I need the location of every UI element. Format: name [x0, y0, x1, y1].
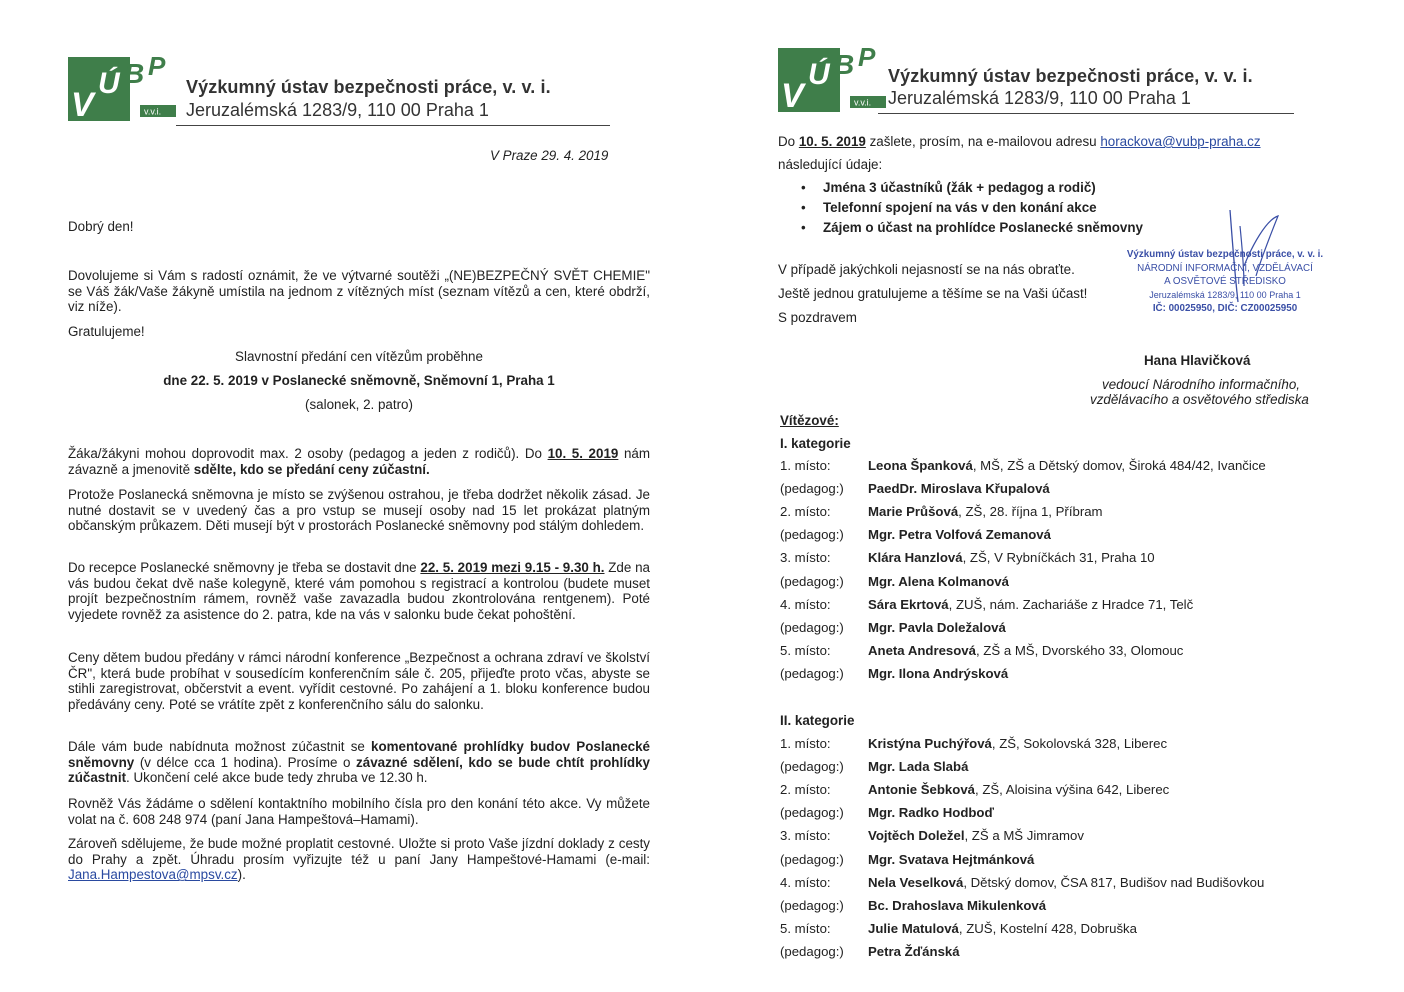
winner-entry	[868, 898, 1046, 913]
winner-school: , ZŠ a MŠ Jimramov	[964, 828, 1084, 844]
winner-place: (pedagog:)	[780, 897, 844, 913]
winner-entry	[868, 875, 1264, 890]
winner-place: 2. místo:	[780, 504, 831, 520]
winner-name: Vojtěch Doležel	[868, 828, 965, 844]
winner-school: , ZŠ, 28. října 1, Příbram	[958, 504, 1103, 520]
escort-bold: sdělte, kdo se předání ceny zúčastní.	[193, 461, 430, 477]
winner-entry	[868, 504, 1103, 519]
winner-entry	[868, 852, 1034, 867]
winner-name: Mgr. Radko Hodboď	[868, 805, 994, 821]
send-instruction	[778, 134, 1261, 150]
winner-place: 4. místo:	[780, 874, 831, 890]
winner-entry	[868, 828, 1084, 843]
send-text-2: zašlete, prosím, na e-mailovou adresu	[865, 134, 1101, 149]
winner-name: Antonie Šebková	[868, 782, 975, 798]
winner-school: , ZŠ, Aloisina výšina 642, Liberec	[975, 782, 1170, 798]
winner-entry	[868, 458, 1266, 473]
winner-place: (pedagog:)	[780, 481, 844, 497]
svg-text:v.v.i.: v.v.i.	[144, 106, 162, 117]
winner-place: (pedagog:)	[780, 527, 844, 543]
winner-school: , ZŠ, V Rybníčkách 31, Praha 10	[962, 550, 1155, 566]
travel-text-2: ).	[237, 867, 246, 883]
stamp-line: Výzkumný ústav bezpečnosti práce, v. v. i.	[1126, 249, 1324, 260]
winner-place: 2. místo:	[780, 782, 831, 798]
winner-place: (pedagog:)	[780, 759, 844, 775]
send-instruction-2: následující údaje:	[778, 157, 883, 172]
stamp-line: NÁRODNÍ INFORMAČNÍ, VZDĚLÁVACÍ	[1137, 262, 1313, 274]
winner-name: Julie Matulová	[868, 920, 959, 936]
vubp-logo	[68, 53, 176, 121]
stamp-line: A OSVĚTOVÉ STŘEDISKO	[1164, 276, 1286, 287]
svg-text:P: P	[858, 44, 876, 72]
winner-name: Bc. Drahoslava Mikulenková	[868, 897, 1047, 913]
svg-text:B: B	[124, 58, 145, 89]
bullet-item: • Telefonní spojení na vás v den konání akce	[823, 200, 1097, 215]
letter-page-2	[702, 0, 1404, 992]
winner-name: Aneta Andresová	[868, 642, 976, 658]
org-name: Výzkumný ústav bezpečnosti práce, v. v. i.	[888, 66, 1253, 86]
stamp-line: IČ: 00025950, DIČ: CZ00025950	[1152, 303, 1298, 314]
winner-entry	[868, 481, 1050, 496]
winner-school: , Dětský domov, ČSA 817, Budišov nad Budišovkou	[963, 874, 1265, 890]
winner-entry	[868, 736, 1167, 751]
handwritten-signature	[1222, 206, 1302, 306]
intro-paragraph: Dovolujeme si Vám s radostí oznámit, že ve výtvarné soutěži „(NE)BEZPEČNÝ SVĚT CHEMIE" se Váš žák/Vaše žákyně umístila na jednom z vítězných míst (seznam vítězů a cen, které obdrží, viz níže).	[68, 268, 650, 315]
winner-name: Sára Ekrtová	[868, 596, 949, 612]
winner-name: Petra Žďánská	[868, 943, 960, 959]
winner-place: 5. místo:	[780, 920, 831, 936]
tour-text: Dále vám bude nabídnuta možnost zúčastnit se	[68, 739, 372, 754]
send-text: Do	[778, 134, 799, 149]
winner-place: 3. místo:	[780, 828, 831, 844]
winner-entry	[868, 643, 1183, 658]
tour-text-2: (v délce cca 1 hodina). Prosíme o	[134, 754, 357, 770]
winner-place: (pedagog:)	[780, 665, 844, 681]
winner-place: (pedagog:)	[780, 573, 844, 589]
reception-text: Do recepce Poslanecké sněmovny je třeba se dostavit dne	[68, 560, 421, 575]
winner-school: , ZUŠ, nám. Zachariáše z Hradce 71, Telč	[948, 596, 1194, 612]
winner-entry	[868, 597, 1193, 612]
winner-place: 5. místo:	[780, 642, 831, 658]
reception-text-2: Zde na vás budou čekat dvě naše kolegyně, které vám pomohou s registrací a kontrolou (budete muset projít bezpečnostním rámem, rovněž vaše zavazadla budou zkontrolována rentgenem). Poté vyjedete rovněž za asistence do 2. patra, kde na vás v salonku bude čekat pohoštění.	[68, 560, 650, 622]
winner-entry	[868, 921, 1137, 936]
org-address: Jeruzalémská 1283/9, 110 00 Praha 1	[888, 88, 1191, 108]
closing-line-3: S pozdravem	[778, 310, 857, 325]
svg-text:P: P	[148, 53, 166, 81]
winner-name: Klára Hanzlová	[868, 550, 963, 566]
closing-line-1: V případě jakýchkoli nejasností se na nás obraťte.	[778, 262, 1075, 277]
winner-entry	[868, 944, 960, 959]
svg-text:Ú: Ú	[808, 58, 830, 91]
greeting: Dobrý den!	[68, 219, 134, 234]
svg-text:v.v.i.: v.v.i.	[854, 97, 872, 108]
tour-bold-2: závazné sdělení, kdo se bude chtít prohlídky zúčastnit	[68, 754, 650, 786]
winner-name: Mgr. Alena Kolmanová	[868, 573, 1009, 589]
tour-text-3: . Ukončení celé akce bude tedy zhruba ve 12.30 h.	[126, 770, 428, 786]
winner-place: (pedagog:)	[780, 851, 844, 867]
bullet-item: • Zájem o účast na prohlídce Poslanecké sněmovny	[823, 220, 1143, 235]
ceremony-line-1: Slavnostní předání cen vítězům proběhne	[235, 349, 483, 364]
congrats: Gratulujeme!	[68, 324, 145, 339]
ceremony-line-3: (salonek, 2. patro)	[305, 397, 413, 412]
winner-place: 1. místo:	[780, 458, 831, 473]
escort-text: Žáka/žákyni mohou doprovodit max. 2 osoby (pedagog a jeden z rodičů). Do	[68, 446, 548, 461]
org-address: Jeruzalémská 1283/9, 110 00 Praha 1	[186, 100, 489, 120]
category-2-title: II. kategorie	[780, 713, 855, 728]
winner-school: , ZUŠ, Kostelní 428, Dobruška	[958, 920, 1137, 936]
winner-place: 1. místo:	[780, 736, 831, 751]
bullet-item: • Jména 3 účastníků (žák + pedagog a rodič)	[823, 180, 1096, 195]
winner-entry	[868, 574, 1009, 589]
org-name: Výzkumný ústav bezpečnosti práce, v. v. i.	[186, 77, 551, 97]
winner-name: Leona Španková	[868, 458, 973, 473]
reception-paragraph	[68, 560, 650, 622]
winners-title: Vítězové:	[780, 413, 839, 428]
winner-entry	[868, 527, 1051, 542]
svg-text:V: V	[781, 77, 804, 112]
closing-line-2: Ještě jednou gratulujeme a těšíme se na Vaši účast!	[778, 286, 1088, 301]
winner-entry	[868, 620, 1006, 635]
header-rule	[176, 125, 610, 126]
svg-text:V: V	[71, 86, 94, 121]
header-rule	[878, 113, 1294, 114]
signer-role-1: vedoucí Národního informačního,	[1102, 377, 1301, 392]
tour-paragraph	[68, 739, 650, 786]
winner-entry	[868, 666, 1008, 681]
travel-paragraph	[68, 836, 650, 883]
winner-name: PaedDr. Miroslava Křupalová	[868, 481, 1050, 497]
deadline-date: 10. 5. 2019	[547, 446, 619, 461]
contact-email-link[interactable]: horackova@vubp-praha.cz	[1100, 134, 1261, 149]
winner-name: Mgr. Petra Volfová Zemanová	[868, 527, 1051, 543]
stamp-line: Jeruzalémská 1283/9, 110 00 Praha 1	[1149, 289, 1301, 300]
winner-name: Marie Průšová	[868, 504, 959, 520]
winner-school: , MŠ, ZŠ a Dětský domov, Široká 484/42, Ivančice	[972, 458, 1266, 473]
category-1-title: I. kategorie	[780, 436, 851, 451]
phone-paragraph: Rovněž Vás žádáme o sdělení kontaktního mobilního čísla pro den konání této akce. Vy můžete volat na č. 608 248 974 (paní Jana Hampeštová–Hamami).	[68, 796, 650, 827]
winner-entry	[868, 550, 1155, 565]
winner-place: 4. místo:	[780, 596, 831, 612]
security-paragraph: Protože Poslanecká sněmovna je místo se zvýšenou ostrahou, je třeba dodržet několik zásad. Je nutné dostavit se v uvedený čas a pro vstup se musejí osoby nad 15 let prokázat platným občanským průkazem. Děti musejí být v prostorách Poslanecké sněmovny pod stálým dohledem.	[68, 487, 650, 534]
letter-date: V Praze 29. 4. 2019	[490, 148, 609, 163]
ceremony-line-2: dne 22. 5. 2019 v Poslanecké sněmovně, Sněmovní 1, Praha 1	[163, 373, 555, 388]
conference-paragraph: Ceny dětem budou předány v rámci národní konference „Bezpečnost a ochrana zdraví ve školství ČR", která bude probíhat v sousedícím konferenčním sále č. 205, přijeďte proto včas, abyste se stihli zaregistrovat, občerstvit a event. vyřídit cestovné. Po zahájení a 1. bloku konference budou předávány ceny. Poté se vrátíte zpět z konferenčního sálu do salonku.	[68, 650, 650, 712]
signer-name: Hana Hlavičková	[1144, 353, 1251, 368]
winner-place: (pedagog:)	[780, 805, 844, 821]
winner-place: (pedagog:)	[780, 619, 844, 635]
winner-entry	[868, 759, 968, 774]
winner-name: Mgr. Lada Slabá	[868, 759, 969, 775]
winner-school: , ZŠ a MŠ, Dvorského 33, Olomouc	[975, 642, 1184, 658]
svg-text:Ú: Ú	[98, 67, 120, 100]
vubp-logo	[778, 44, 886, 112]
travel-text: Zároveň sdělujeme, že bude možné proplatit cestovné. Uložte si proto Vaše jízdní doklady z cesty do Prahy a zpět. Úhradu prosím vyřizujte též u paní Jany Hampeštové-Hamami (e-mail:	[68, 836, 650, 867]
winner-entry	[868, 782, 1169, 797]
svg-text:B: B	[834, 49, 855, 80]
winner-name: Nela Veselková	[868, 874, 964, 890]
arrival-time: 22. 5. 2019 mezi 9.15 - 9.30 h.	[420, 560, 605, 575]
signer-role-2: vzdělávacího a osvětového střediska	[1090, 392, 1309, 407]
winner-name: Mgr. Ilona Andrýsková	[868, 665, 1009, 681]
escort-text-2: nám závazně a jmenovitě	[68, 446, 651, 477]
tour-bold: komentované prohlídky budov Poslanecké sněmovny	[68, 739, 650, 770]
winner-place: (pedagog:)	[780, 943, 844, 959]
winner-name: Kristýna Puchýřová	[868, 736, 992, 751]
winner-name: Mgr. Pavla Doležalová	[868, 619, 1006, 635]
send-date: 10. 5. 2019	[798, 134, 866, 149]
winner-entry	[868, 805, 994, 820]
email-link[interactable]: Jana.Hampestova@mpsv.cz	[68, 867, 238, 883]
winner-place: 3. místo:	[780, 550, 831, 566]
winner-name: Mgr. Svatava Hejtmánková	[868, 851, 1035, 867]
winner-school: , ZŠ, Sokolovská 328, Liberec	[991, 736, 1168, 751]
escort-paragraph	[68, 446, 650, 477]
